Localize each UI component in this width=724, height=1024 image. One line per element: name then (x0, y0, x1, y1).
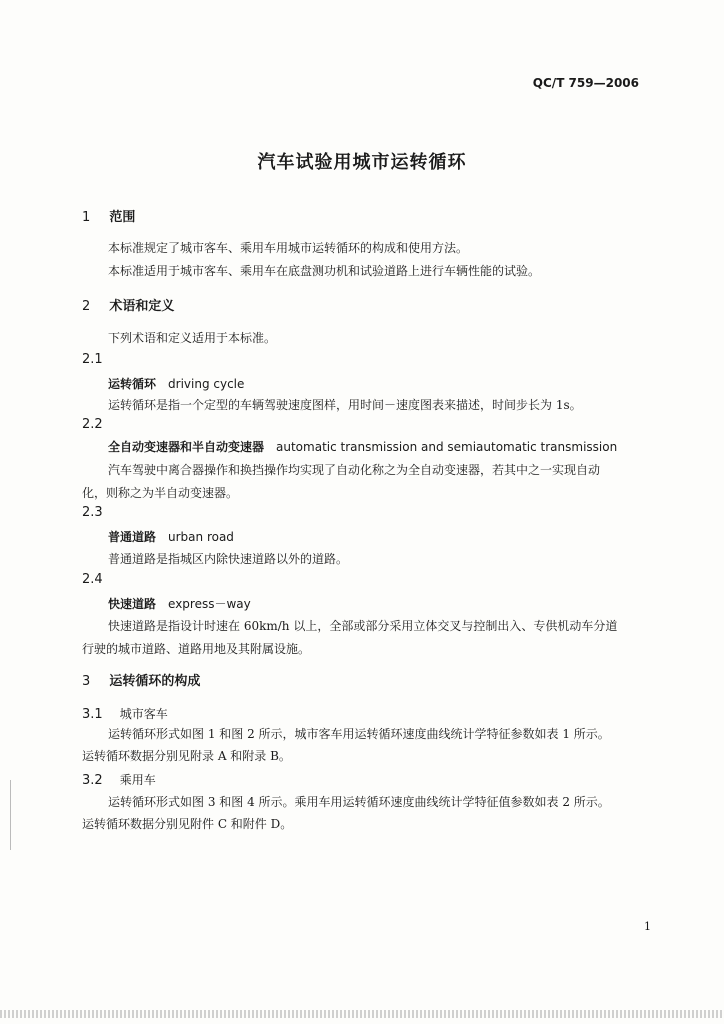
section-title: 运转循环的构成 (109, 674, 201, 689)
term-english: automatic transmission and semiautomatic transmission (276, 440, 618, 454)
subsection-title: 城市客车 (119, 707, 168, 721)
document-title: 汽车试验用城市运转循环 (257, 152, 467, 173)
paragraph: 本标准适用于城市客车、乘用车在底盘测功机和试验道路上进行车辆性能的试验。 (108, 264, 541, 278)
section-title: 范围 (109, 210, 136, 225)
term-english: express－way (168, 597, 251, 611)
section-number: 1 (82, 210, 91, 225)
page-number: 1 (644, 920, 651, 933)
term-chinese: 运转循环 (108, 377, 157, 391)
scan-artifact-edge (0, 1010, 724, 1018)
definition: 快速道路是指设计时速在 60km/h 以上，全部或部分采用立体交叉与控制出入、专供机动车分道 (108, 619, 618, 633)
clause-number: 3.2 (82, 773, 103, 788)
clause-number: 2.4 (82, 572, 103, 587)
term-chinese: 快速道路 (108, 597, 157, 611)
paragraph: 运转循环形式如图 1 和图 2 所示，城市客车用运转循环速度曲线统计学特征参数如表 1 所示。 (108, 727, 610, 741)
section-3-heading (82, 670, 200, 689)
definition: 行驶的城市道路、道路用地及其附属设施。 (82, 642, 311, 656)
clause-number: 2.3 (82, 505, 103, 520)
definition: 运转循环是指一个定型的车辆驾驶速度图样，用时间－速度图表来描述，时间步长为 1s。 (108, 398, 582, 412)
section-title: 术语和定义 (109, 299, 175, 314)
term-entry (108, 528, 234, 545)
paragraph: 运转循环数据分别见附录 A 和附录 B。 (82, 749, 291, 763)
standard-number: QC/T 759—2006 (532, 76, 639, 90)
section-number: 3 (82, 674, 91, 689)
term-entry (108, 438, 617, 455)
section-number: 2 (82, 299, 91, 314)
subsection-title: 乘用车 (119, 773, 156, 787)
clause-number: 3.1 (82, 707, 103, 722)
term-chinese: 全自动变速器和半自动变速器 (108, 440, 265, 454)
subsection-3-1-heading (82, 703, 168, 722)
term-english: driving cycle (168, 377, 245, 391)
paragraph: 运转循环形式如图 3 和图 4 所示。乘用车用运转循环速度曲线统计学特征值参数如表 2 所示。 (108, 795, 610, 809)
subsection-3-2-heading (82, 769, 156, 788)
definition: 化，则称之为半自动变速器。 (82, 486, 239, 500)
clause-number: 2.1 (82, 352, 103, 367)
term-english: urban road (168, 530, 234, 544)
paragraph: 下列术语和定义适用于本标准。 (108, 331, 277, 345)
clause-number: 2.2 (82, 417, 103, 432)
term-chinese: 普通道路 (108, 530, 157, 544)
scan-artifact-line (10, 780, 11, 850)
section-1-heading (82, 206, 135, 225)
definition: 普通道路是指城区内除快速道路以外的道路。 (108, 552, 349, 566)
section-2-heading (82, 295, 174, 314)
paragraph: 本标准规定了城市客车、乘用车用城市运转循环的构成和使用方法。 (108, 241, 469, 255)
term-entry (108, 375, 244, 392)
term-entry (108, 595, 251, 612)
definition: 汽车驾驶中离合器操作和换挡操作均实现了自动化称之为全自动变速器，若其中之一实现自动 (108, 463, 601, 477)
paragraph: 运转循环数据分别见附件 C 和附件 D。 (82, 817, 293, 831)
